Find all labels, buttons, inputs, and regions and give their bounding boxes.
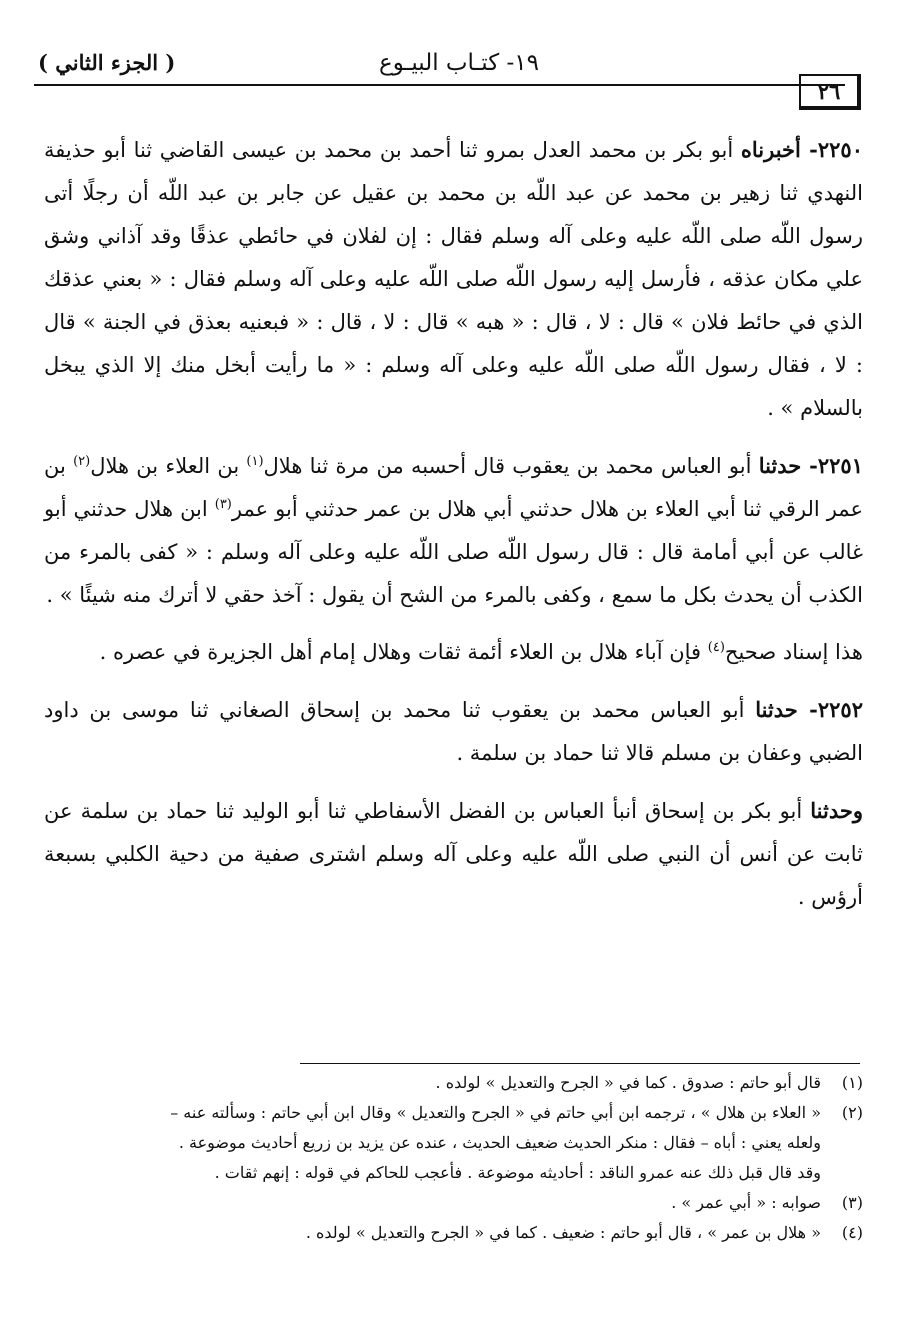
footnote-ref: (٢) bbox=[73, 454, 91, 469]
hadith-text: أبو بكر بن إسحاق أنبأ العباس بن الفضل الأسفاطي ثنا أبو الوليد ثنا حماد بن سلمة عن ثابت عن أنس أن النبي صلى اللّه عليه وعلى آله وسلم اشترى صفية من دحية الكلبي بسبعة أرؤس . bbox=[44, 799, 863, 909]
hadith-2252 bbox=[44, 688, 863, 775]
chapter-title: ١٩- كتـاب البيـوع bbox=[378, 50, 539, 76]
comment-text: هذا إسناد صحيح bbox=[724, 640, 863, 664]
footnote-3 bbox=[50, 1188, 863, 1218]
hadith-lead: وحدثنا bbox=[810, 798, 863, 823]
footnote-text: قال أبو حاتم : صدوق . كما في « الجرح والتعديل » لولده . bbox=[435, 1073, 821, 1092]
footnote-text: صوابه : « أبي عمر » . bbox=[671, 1193, 821, 1212]
hadith-text: أبو بكر بن محمد العدل بمرو ثنا أحمد بن محمد بن عيسى القاضي ثنا أبو حذيفة النهدي ثنا زهير بن محمد عن عبد اللّه بن محمد بن عقيل عن جابر بن عبد اللّه أن رجلًا أتى رسول اللّه صلى اللّه عليه وعلى آله وسلم فقال : إن لفلان في حائطي عذقًا وقد آذاني وشق علي مكان عذقه ، فأرسل إليه رسول اللّه صلى اللّه عليه وعلى آله وسلم فقال : « بعني عذقك الذي في حائط فلان » قال : لا ، قال : « هبه » قال : لا ، قال : « فبعنيه بعذق في الجنة » قال : لا ، فقال رسول اللّه صلى اللّه عليه وعلى آله وسلم : « ما رأيت أبخل منك إلا الذي يبخل بالسلام » . bbox=[44, 138, 863, 420]
footnote-2-continued: وقد قال قبل ذلك عنه عمرو الناقد : أحاديثه موضوعة . فأعجب للحاكم في قوله : إنهم ثقات . bbox=[214, 1163, 821, 1182]
hadith-lead: - حدثنا bbox=[755, 697, 818, 722]
hadith-2250 bbox=[44, 128, 863, 430]
isnad-comment bbox=[44, 631, 863, 674]
footnote-ref: (٣) bbox=[214, 497, 232, 512]
comment-text: فإن آباء هلال بن العلاء أئمة ثقات وهلال إمام أهل الجزيرة في عصره . bbox=[99, 640, 708, 664]
page-header bbox=[28, 44, 869, 104]
footnote-text: « العلاء بن هلال » ، ترجمه ابن أبي حاتم في « الجرح والتعديل » وقال ابن أبي حاتم : وسألته عنه – bbox=[170, 1103, 821, 1122]
footnotes bbox=[50, 1068, 863, 1248]
footnote-mark: (٤) bbox=[841, 1223, 863, 1242]
footnote-mark: (٣) bbox=[841, 1193, 863, 1212]
footnote-1 bbox=[50, 1068, 863, 1098]
hadith-2251 bbox=[44, 444, 863, 617]
hadith-text: أبو العباس محمد بن يعقوب قال أحسبه من مرة ثنا هلال bbox=[263, 454, 759, 478]
hadith-lead: - أخبرناه bbox=[740, 137, 818, 162]
main-text bbox=[44, 128, 863, 933]
hadith-number: ٢٢٥١ bbox=[817, 453, 863, 478]
hadith-number: ٢٢٥٠ bbox=[817, 137, 863, 162]
footnote-text: « هلال بن عمر » ، قال أبو حاتم : ضعيف . كما في « الجرح والتعديل » لولده . bbox=[305, 1223, 821, 1242]
hadith-text: أبو العباس محمد بن يعقوب ثنا محمد بن إسحاق الصغاني ثنا موسى بن داود الضبي وعفان بن مسلم قالا ثنا حماد بن سلمة . bbox=[44, 698, 863, 765]
footnote-rule bbox=[300, 1063, 860, 1064]
hadith-text: ابن هلال حدثني أبو غالب عن أبي أمامة قال : قال رسول اللّه صلى اللّه عليه وعلى آله وسلم : « كفى بالمرء من الكذب أن يحدث بكل ما سمع ، وكفى بالمرء من الشح أن يقول : آخذ حقي لا أترك منه شيئًا » . bbox=[44, 497, 863, 607]
hadith-lead: - حدثنا bbox=[758, 453, 818, 478]
hadith-number: ٢٢٥٢ bbox=[817, 697, 863, 722]
volume-label: ( الجزء الثاني ) bbox=[38, 50, 176, 75]
footnote-ref: (١) bbox=[246, 454, 264, 469]
page-number-box: ٢٦ bbox=[799, 74, 861, 110]
footnote-2 bbox=[50, 1098, 863, 1128]
footnote-2-continued: ولعله يعني : أباه – فقال : منكر الحديث ضعيف الحديث ، عنده عن يزيد بن زريع أحاديث موضوعة . bbox=[178, 1133, 821, 1152]
header-rule bbox=[34, 84, 845, 86]
hadith-2252-second-chain bbox=[44, 789, 863, 919]
hadith-text: بن العلاء بن هلال bbox=[90, 454, 247, 478]
footnote-mark: (٢) bbox=[841, 1103, 863, 1122]
footnote-4 bbox=[50, 1218, 863, 1248]
footnote-mark: (١) bbox=[841, 1073, 863, 1092]
hadith-text: بن عمر الرقي ثنا أبي العلاء بن هلال حدثني أبي هلال بن عمر حدثني أبو عمر bbox=[44, 454, 863, 521]
footnote-ref: (٤) bbox=[707, 640, 725, 655]
